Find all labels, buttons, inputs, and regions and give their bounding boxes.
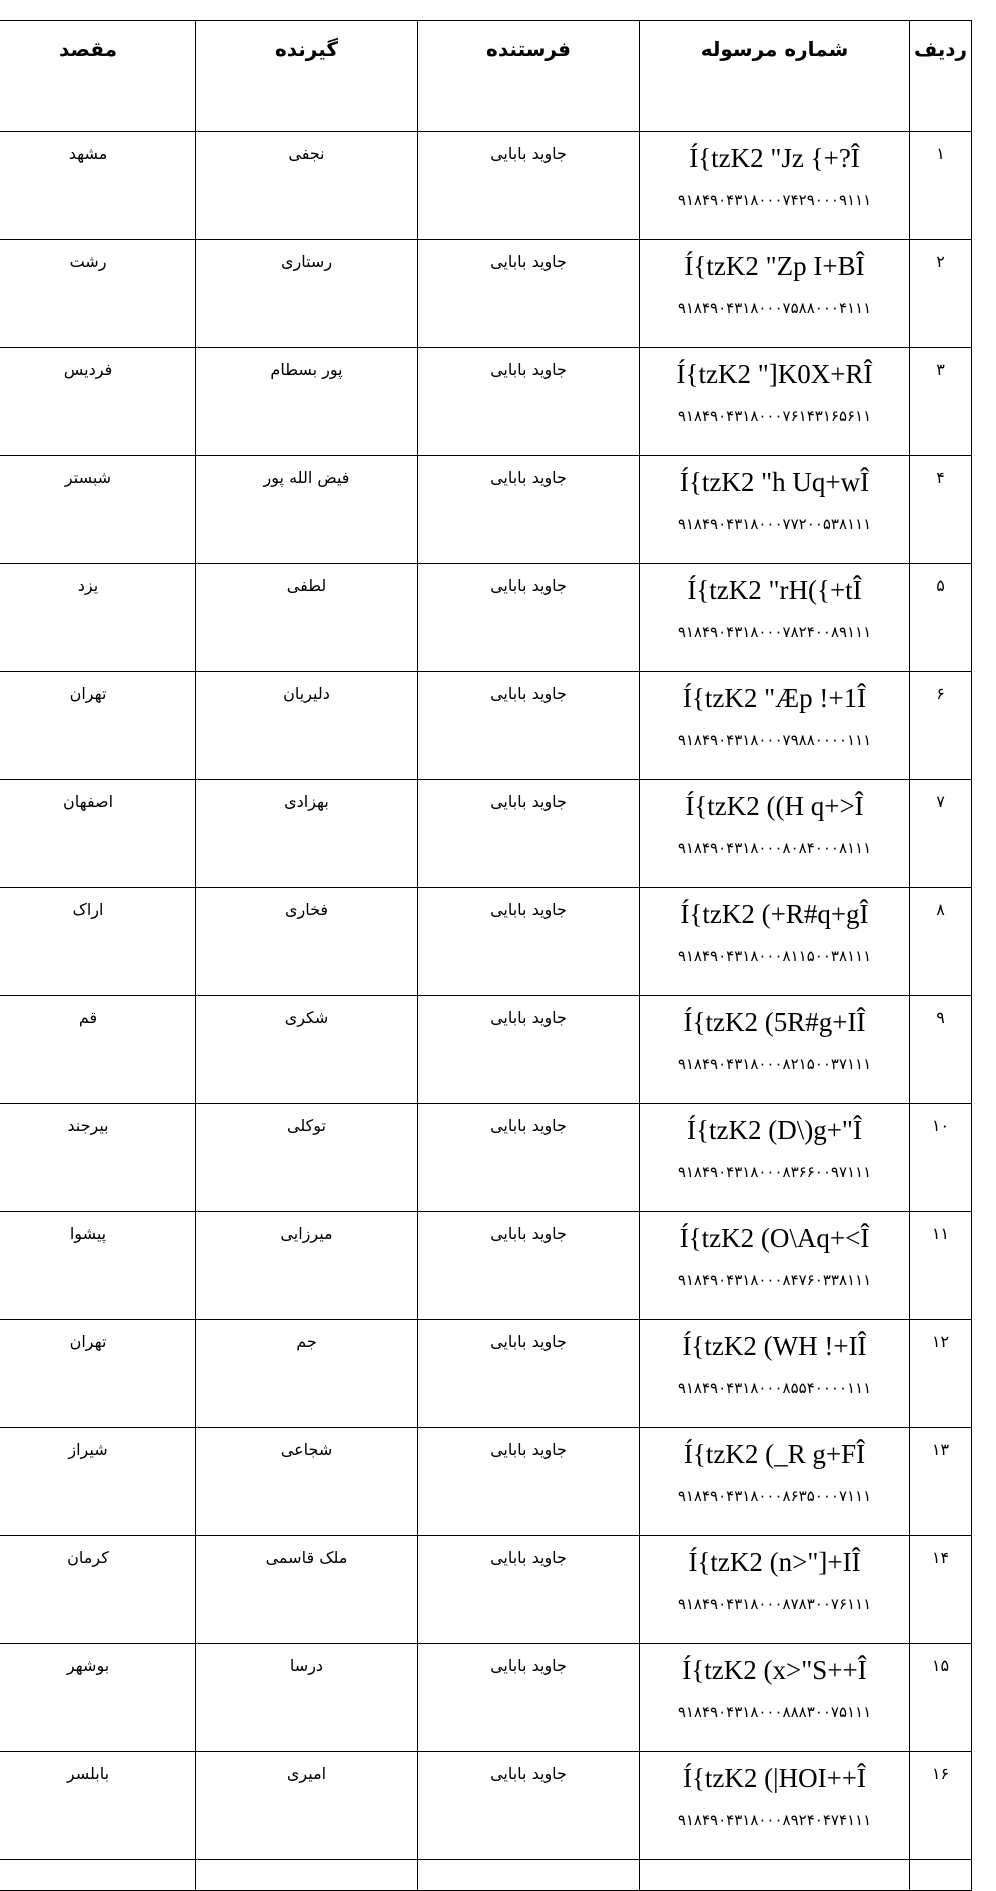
- row-number: ۱۰: [910, 1104, 972, 1212]
- barcode-text: Í{tzK2 (O\Aq+<Î: [679, 1223, 870, 1253]
- tracking-number: ۹۱۸۴۹۰۴۳۱۸۰۰۰۸۲۱۵۰۰۳۷۱۱۱: [677, 1055, 872, 1073]
- row-number: ۴: [910, 456, 972, 564]
- table-row: [0, 780, 972, 888]
- destination-cell: تهران: [0, 672, 196, 780]
- empty-cell: [640, 1860, 910, 1891]
- barcode-text: Í{tzK2 (x>"S++Î: [682, 1655, 867, 1685]
- receiver-cell: دلیریان: [196, 672, 418, 780]
- receiver-cell: فیض الله پور: [196, 456, 418, 564]
- row-number: ۶: [910, 672, 972, 780]
- barcode-text: Í{tzK2 "h Uq+wÎ: [679, 467, 870, 497]
- destination-cell: بیرجند: [0, 1104, 196, 1212]
- row-number: ۱۲: [910, 1320, 972, 1428]
- tracking-number: ۹۱۸۴۹۰۴۳۱۸۰۰۰۸۳۶۶۰۰۹۷۱۱۱: [677, 1163, 872, 1181]
- table-row: [0, 1644, 972, 1752]
- row-number: ۳: [910, 348, 972, 456]
- destination-cell: اصفهان: [0, 780, 196, 888]
- row-number: ۱۳: [910, 1428, 972, 1536]
- tracking-number: ۹۱۸۴۹۰۴۳۱۸۰۰۰۸۶۳۵۰۰۰۷۱۱۱: [677, 1487, 872, 1505]
- tracking-cell: [640, 780, 910, 888]
- sender-cell: جاوید بابایی: [418, 1320, 640, 1428]
- barcode-text: Í{tzK2 (+R#q+gÎ: [680, 899, 869, 929]
- tracking-cell: [640, 564, 910, 672]
- receiver-cell: رستاری: [196, 240, 418, 348]
- tracking-cell: [640, 132, 910, 240]
- tracking-number: ۹۱۸۴۹۰۴۳۱۸۰۰۰۸۹۲۴۰۴۷۴۱۱۱: [677, 1811, 872, 1829]
- barcode-text: Í{tzK2 ((H q+>Î: [685, 791, 864, 821]
- tracking-cell: [640, 1104, 910, 1212]
- sender-cell: جاوید بابایی: [418, 456, 640, 564]
- row-number: ۱۱: [910, 1212, 972, 1320]
- destination-cell: پیشوا: [0, 1212, 196, 1320]
- row-number: ۱۵: [910, 1644, 972, 1752]
- tracking-number: ۹۱۸۴۹۰۴۳۱۸۰۰۰۷۷۲۰۰۵۳۸۱۱۱: [677, 515, 872, 533]
- table-row: [0, 348, 972, 456]
- row-number: ۱: [910, 132, 972, 240]
- header-sender: فرستنده: [418, 21, 640, 132]
- tracking-number: ۹۱۸۴۹۰۴۳۱۸۰۰۰۸۵۵۴۰۰۰۰۱۱۱: [677, 1379, 872, 1397]
- barcode-text: Í{tzK2 (n>"]+IÎ: [688, 1547, 861, 1577]
- receiver-cell: درسا: [196, 1644, 418, 1752]
- barcode-text: Í{tzK2 "Æp !+1Î: [682, 683, 867, 713]
- receiver-cell: بهزادی: [196, 780, 418, 888]
- sender-cell: جاوید بابایی: [418, 1536, 640, 1644]
- barcode-text: Í{tzK2 (WH !+IÎ: [682, 1331, 867, 1361]
- header-tracking-number: شماره مرسوله: [640, 21, 910, 132]
- barcode-text: Í{tzK2 "]K0X+RÎ: [676, 359, 873, 389]
- empty-cell: [196, 1860, 418, 1891]
- row-number: ۷: [910, 780, 972, 888]
- header-destination: مقصد: [0, 21, 196, 132]
- table-row: [0, 996, 972, 1104]
- sender-cell: جاوید بابایی: [418, 1752, 640, 1860]
- table-row: [0, 1752, 972, 1860]
- barcode-text: Í{tzK2 "Zp I+BÎ: [684, 251, 865, 281]
- table-row: [0, 672, 972, 780]
- barcode-text: Í{tzK2 (D\)g+"Î: [687, 1115, 862, 1145]
- empty-cell: [910, 1860, 972, 1891]
- tracking-number: ۹۱۸۴۹۰۴۳۱۸۰۰۰۸۷۸۳۰۰۷۶۱۱۱: [677, 1595, 872, 1613]
- receiver-cell: جم: [196, 1320, 418, 1428]
- tracking-cell: [640, 1428, 910, 1536]
- header-row: [0, 21, 972, 132]
- barcode-text: Í{tzK2 (_R g+FÎ: [683, 1439, 866, 1469]
- row-number: ۵: [910, 564, 972, 672]
- receiver-cell: میرزایی: [196, 1212, 418, 1320]
- table-row: [0, 1212, 972, 1320]
- receiver-cell: نجفی: [196, 132, 418, 240]
- barcode-text: Í{tzK2 (|HOI++Î: [682, 1763, 866, 1793]
- destination-cell: یزد: [0, 564, 196, 672]
- tracking-number: ۹۱۸۴۹۰۴۳۱۸۰۰۰۷۵۸۸۰۰۰۴۱۱۱: [677, 299, 872, 317]
- tracking-cell: [640, 888, 910, 996]
- empty-cell: [418, 1860, 640, 1891]
- destination-cell: شیراز: [0, 1428, 196, 1536]
- sender-cell: جاوید بابایی: [418, 1212, 640, 1320]
- sender-cell: جاوید بابایی: [418, 1104, 640, 1212]
- tracking-number: ۹۱۸۴۹۰۴۳۱۸۰۰۰۷۸۲۴۰۰۸۹۱۱۱: [677, 623, 872, 641]
- table-row: [0, 132, 972, 240]
- sender-cell: جاوید بابایی: [418, 240, 640, 348]
- tracking-number: ۹۱۸۴۹۰۴۳۱۸۰۰۰۷۹۸۸۰۰۰۰۱۱۱: [677, 731, 872, 749]
- receiver-cell: توکلی: [196, 1104, 418, 1212]
- tracking-number: ۹۱۸۴۹۰۴۳۱۸۰۰۰۸۰۸۴۰۰۰۸۱۱۱: [677, 839, 872, 857]
- row-number: ۸: [910, 888, 972, 996]
- table-row: [0, 1536, 972, 1644]
- table-row: [0, 888, 972, 996]
- destination-cell: رشت: [0, 240, 196, 348]
- tracking-number: ۹۱۸۴۹۰۴۳۱۸۰۰۰۷۴۲۹۰۰۰۹۱۱۱: [677, 191, 872, 209]
- destination-cell: مشهد: [0, 132, 196, 240]
- tracking-cell: [640, 1320, 910, 1428]
- receiver-cell: شجاعی: [196, 1428, 418, 1536]
- destination-cell: فردیس: [0, 348, 196, 456]
- table-row: [0, 1428, 972, 1536]
- shipment-table: [0, 20, 972, 1891]
- tracking-cell: [640, 672, 910, 780]
- tracking-number: ۹۱۸۴۹۰۴۳۱۸۰۰۰۸۸۸۳۰۰۷۵۱۱۱: [677, 1703, 872, 1721]
- sender-cell: جاوید بابایی: [418, 780, 640, 888]
- receiver-cell: لطفی: [196, 564, 418, 672]
- receiver-cell: ملک قاسمی: [196, 1536, 418, 1644]
- tracking-cell: [640, 996, 910, 1104]
- table-row: [0, 564, 972, 672]
- tracking-cell: [640, 1644, 910, 1752]
- destination-cell: اراک: [0, 888, 196, 996]
- receiver-cell: شکری: [196, 996, 418, 1104]
- row-number: ۹: [910, 996, 972, 1104]
- receiver-cell: امیری: [196, 1752, 418, 1860]
- barcode-text: Í{tzK2 "rH({+tÎ: [687, 575, 862, 605]
- tracking-cell: [640, 240, 910, 348]
- tracking-number: ۹۱۸۴۹۰۴۳۱۸۰۰۰۷۶۱۴۳۱۶۵۶۱۱: [677, 407, 872, 425]
- tracking-cell: [640, 1752, 910, 1860]
- sender-cell: جاوید بابایی: [418, 564, 640, 672]
- sender-cell: جاوید بابایی: [418, 348, 640, 456]
- sender-cell: جاوید بابایی: [418, 996, 640, 1104]
- destination-cell: قم: [0, 996, 196, 1104]
- tracking-cell: [640, 1212, 910, 1320]
- header-row-number: ردیف: [910, 21, 972, 132]
- barcode-text: Í{tzK2 (5R#g+IÎ: [683, 1007, 866, 1037]
- table-row: [0, 240, 972, 348]
- table-row: [0, 1320, 972, 1428]
- destination-cell: کرمان: [0, 1536, 196, 1644]
- destination-cell: شبستر: [0, 456, 196, 564]
- destination-cell: تهران: [0, 1320, 196, 1428]
- sender-cell: جاوید بابایی: [418, 132, 640, 240]
- receiver-cell: فخاری: [196, 888, 418, 996]
- row-number: ۲: [910, 240, 972, 348]
- sender-cell: جاوید بابایی: [418, 672, 640, 780]
- barcode-text: Í{tzK2 "Jz {+?Î: [689, 143, 860, 173]
- empty-cell: [0, 1860, 196, 1891]
- receiver-cell: پور بسطام: [196, 348, 418, 456]
- table-row: [0, 456, 972, 564]
- table-row: [0, 1104, 972, 1212]
- row-number: ۱۶: [910, 1752, 972, 1860]
- row-number: ۱۴: [910, 1536, 972, 1644]
- tracking-number: ۹۱۸۴۹۰۴۳۱۸۰۰۰۸۱۱۵۰۰۳۸۱۱۱: [677, 947, 872, 965]
- tracking-cell: [640, 1536, 910, 1644]
- sender-cell: جاوید بابایی: [418, 1644, 640, 1752]
- tracking-cell: [640, 456, 910, 564]
- table-row-cutoff: [0, 1860, 972, 1891]
- tracking-number: ۹۱۸۴۹۰۴۳۱۸۰۰۰۸۴۷۶۰۳۳۸۱۱۱: [677, 1271, 872, 1289]
- destination-cell: بابلسر: [0, 1752, 196, 1860]
- sender-cell: جاوید بابایی: [418, 1428, 640, 1536]
- sender-cell: جاوید بابایی: [418, 888, 640, 996]
- tracking-cell: [640, 348, 910, 456]
- destination-cell: بوشهر: [0, 1644, 196, 1752]
- header-receiver: گیرنده: [196, 21, 418, 132]
